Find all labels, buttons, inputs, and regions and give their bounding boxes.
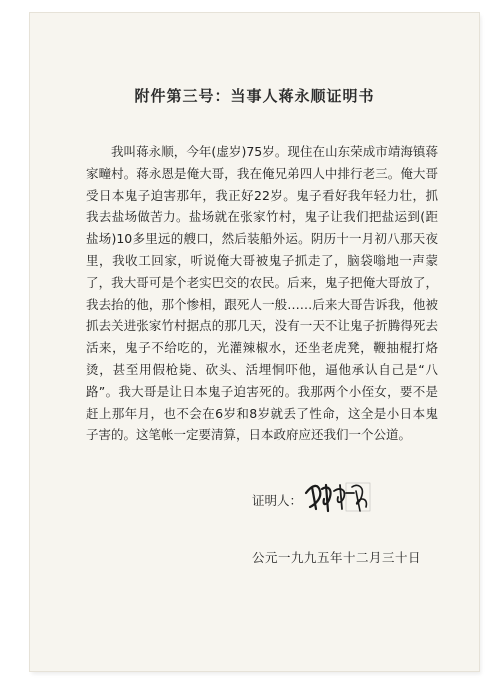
handwritten-signature [302,479,372,515]
signature-label: 证明人： [252,493,303,508]
document-body [86,141,438,446]
document-date: 公元一九九五年十二月三十日 [252,550,422,565]
body-paragraph: 我叫蒋永顺，今年(虚岁)75岁。现住在山东荣成市靖海镇蒋家疃村。蒋永恩是俺大哥，我在俺兄弟四人中排行老三。俺大哥受日本鬼子迫害那年，我正好22岁。鬼子看好我年轻力壮，抓我去盐场做苦力。盐场就在张家竹村，鬼子让我们把盐运到(距盐场)10多里远的艘口，然后装船外运。阴历十一月初八那天夜里，我收工回家，听说俺大哥被鬼子抓走了，脑袋嗡地一声蒙了，我大哥可是个老实巴交的农民。后来，鬼子把俺大哥放了，我去抬的他，那个惨相，跟死人一般……后来大哥告诉我，他被抓去关进张家竹村据点的那几天，没有一天不让鬼子折腾得死去活来，鬼子不给吃的，光灌辣椒水，还坐老虎凳，鞭抽棍打烙烫，甚至用假枪毙、砍头、活埋恫吓他，逼他承认自己是“八路”。我大哥是让日本鬼子迫害死的。我那两个小侄女，要不是赶上那年月，也不会在6岁和8岁就丢了性命，这全是小日本鬼子害的。这笔帐一定要清算，日本政府应还我们一个公道。 [86,144,438,443]
document-sheet [30,13,479,671]
document-title: 附件第三号：当事人蒋永顺证明书 [134,87,375,105]
